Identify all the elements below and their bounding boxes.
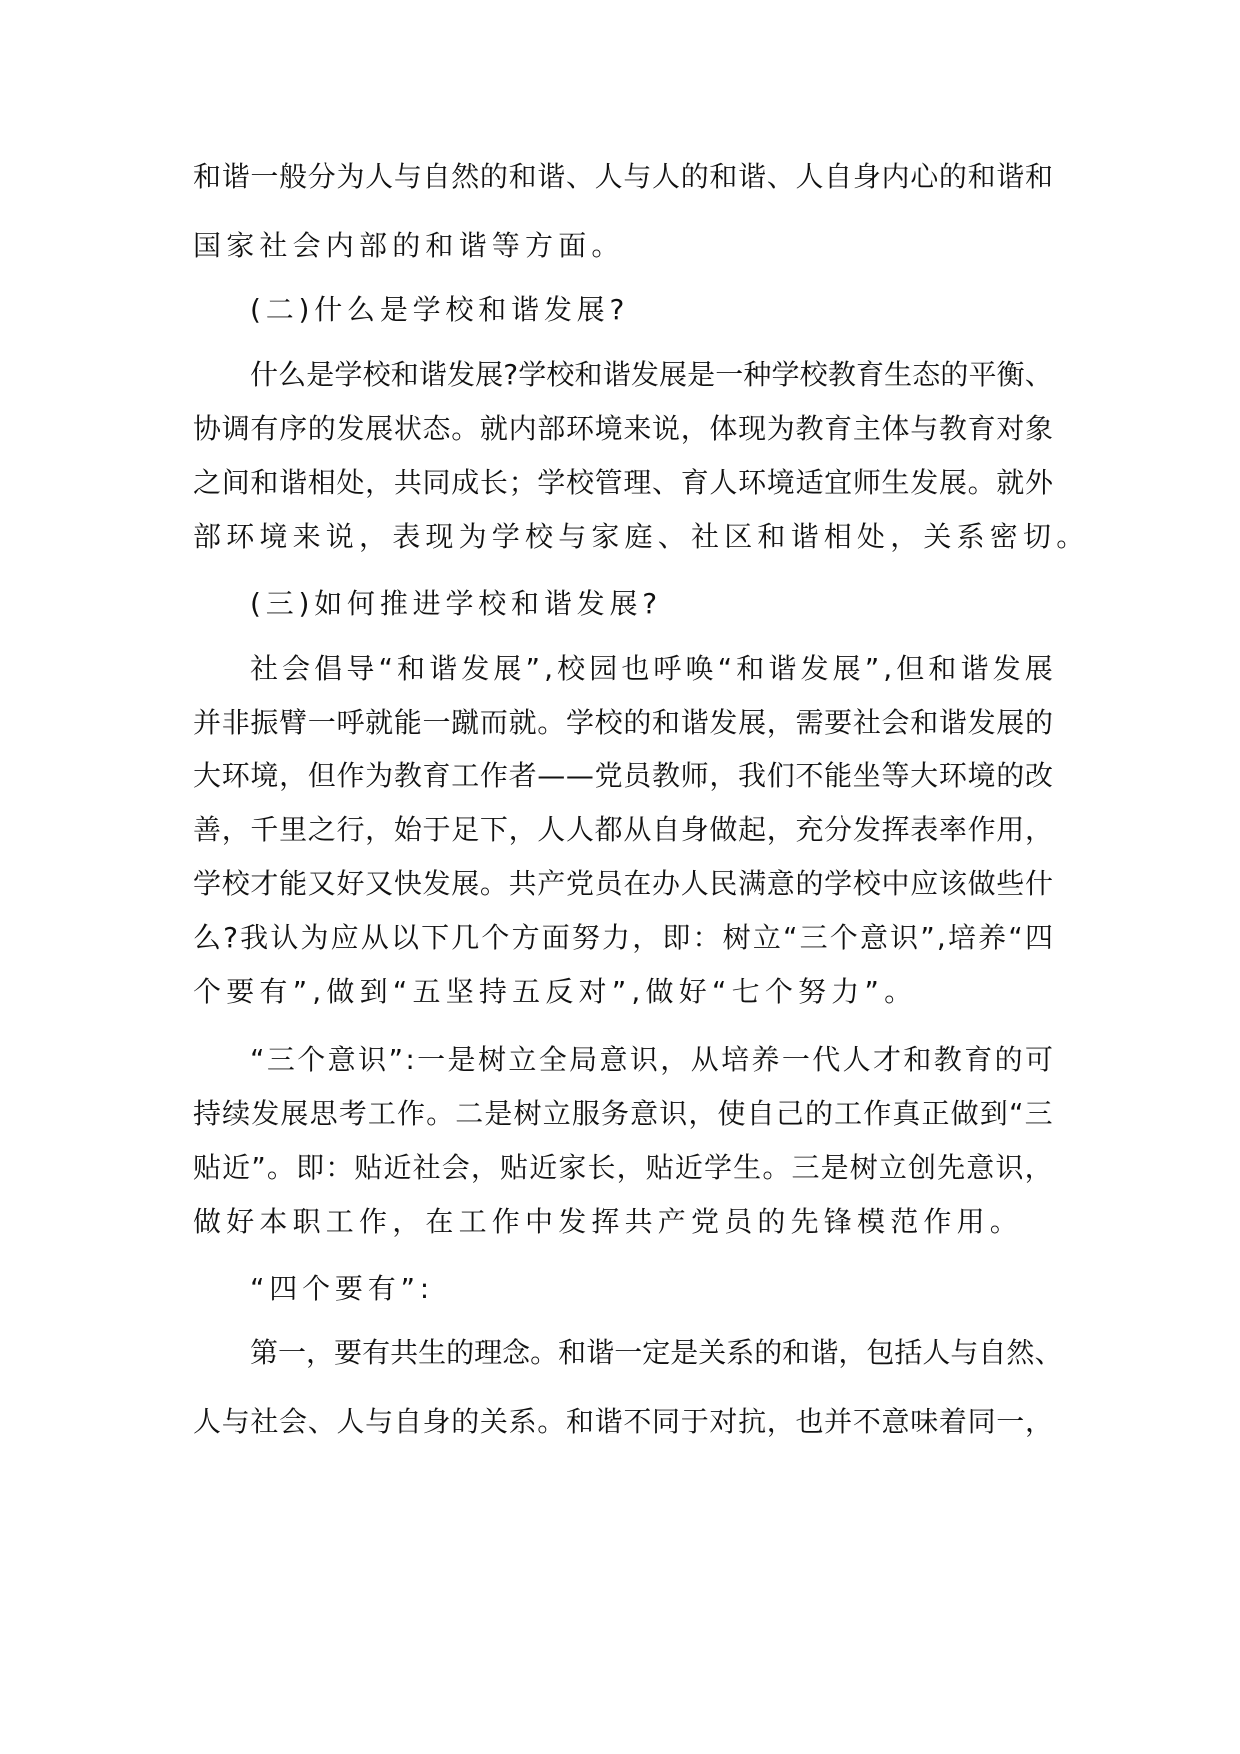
text-line: 之 间 和 谐 相 处 ， 共 同 成 长 ； 学 校 管 理 、 育 人 环 境 适 宜 师 生 发 展 。 就 外 bbox=[193, 466, 1053, 499]
section-heading: (二)什么是学校和谐发展? bbox=[250, 293, 630, 326]
text-line: “ 三 个 意 识 ” : 一 是 树 立 全 局 意 识 ， 从 培 养 一 代 人 才 和 教 育 的 可 bbox=[250, 1043, 1053, 1076]
text-line: 善 ， 千 里 之 行 ， 始 于 足 下 ， 人 人 都 从 自 身 做 起 ， 充 分 发 挥 表 率 作 用 ， bbox=[193, 813, 1053, 846]
text-line: 什 么 是 学 校 和 谐 发 展 ? 学 校 和 谐 发 展 是 一 种 学 校 教 育 生 态 的 平 衡 、 bbox=[250, 358, 1053, 391]
text-line: 国家社会内部的和谐等方面。 bbox=[193, 229, 625, 262]
text-line: 和 谐 一 般 分 为 人 与 自 然 的 和 谐 、 人 与 人 的 和 谐 、 人 自 身 内 心 的 和 谐 和 bbox=[193, 160, 1053, 193]
text-line: 学 校 才 能 又 好 又 快 发 展 。 共 产 党 员 在 办 人 民 满 意 的 学 校 中 应 该 做 些 什 bbox=[193, 867, 1053, 900]
text-line: 并 非 振 臂 一 呼 就 能 一 蹴 而 就 。 学 校 的 和 谐 发 展 ， 需 要 社 会 和 谐 发 展 的 bbox=[193, 706, 1053, 739]
text-line: 个要有”,做到“五坚持五反对”,做好“七个努力”。 bbox=[193, 975, 918, 1008]
text-line: 么 ? 我 认 为 应 从 以 下 几 个 方 面 努 力 ， 即 ： 树 立 “ 三 个 意 识 ” , 培 养 “ 四 bbox=[193, 921, 1053, 954]
text-line: 社 会 倡 导 “ 和 谐 发 展 ” , 校 园 也 呼 唤 “ 和 谐 发 展 ” , 但 和 谐 发 展 bbox=[250, 652, 1053, 685]
text-line: 做好本职工作，在工作中发挥共产党员的先锋模范作用。 bbox=[193, 1205, 1024, 1238]
text-line: 第 一 ， 要 有 共 生 的 理 念 。 和 谐 一 定 是 关 系 的 和 谐 ， 包 括 人 与 自 然 、 bbox=[250, 1336, 1063, 1369]
text-line: 持 续 发 展 思 考 工 作 。 二 是 树 立 服 务 意 识 ， 使 自 己 的 工 作 真 正 做 到 “ 三 bbox=[193, 1097, 1053, 1130]
section-heading: “四个要有”: bbox=[250, 1272, 435, 1305]
text-line: 人 与 社 会 、 人 与 自 身 的 关 系 。 和 谐 不 同 于 对 抗 ， 也 并 不 意 味 着 同 一 ， bbox=[193, 1405, 1053, 1438]
text-line: 大 环 境 ， 但 作 为 教 育 工 作 者 — — 党 员 教 师 ， 我 们 不 能 坐 等 大 环 境 的 改 bbox=[193, 759, 1053, 792]
text-line: 贴 近 ” 。 即 ： 贴 近 社 会 ， 贴 近 家 长 ， 贴 近 学 生 。 三 是 树 立 创 先 意 识 ， bbox=[193, 1151, 1053, 1184]
section-heading: (三)如何推进学校和谐发展? bbox=[250, 587, 662, 620]
text-line: 部环境来说，表现为学校与家庭、社区和谐相处，关系密切。 bbox=[193, 520, 1090, 553]
text-line: 协 调 有 序 的 发 展 状 态 。 就 内 部 环 境 来 说 ， 体 现 为 教 育 主 体 与 教 育 对 象 bbox=[193, 412, 1053, 445]
